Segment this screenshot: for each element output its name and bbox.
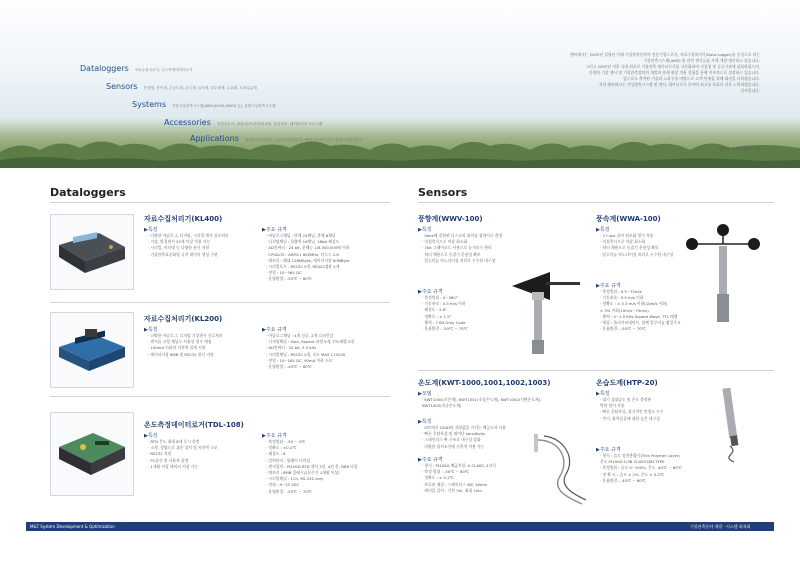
spec-item: · 운용환경 : -50℃ ~ 70℃ <box>422 326 468 332</box>
spec-item: · 아날로그채널 : 단채 24채널, 총채 8채널 <box>266 233 336 238</box>
specs-label: ▶주요 규격 <box>262 433 287 439</box>
product-title-kwt: 온도계(KWT-1000,1001,1002,1003) <box>418 379 551 387</box>
feature-item: · 히터 채용으로 동결기 운용성 확보 <box>422 251 481 257</box>
product-title-wwa100: 풍속계(WWA-100) <box>596 215 661 223</box>
feature-item: 박막 센서 사용 <box>600 403 625 409</box>
features-list <box>600 397 690 422</box>
specs-list <box>422 295 512 332</box>
feature-item: · 기상관측표준화법 규격 데이터 생성 구현 <box>148 251 218 257</box>
datalogger-device-icon <box>55 225 129 279</box>
feature-item: · 데이터저장 8MB 및 RS232 통신 지원 <box>148 351 214 357</box>
feature-item: · RTD 온도 최대 8개 동시 측정 <box>148 439 200 444</box>
feature-item: · 소형, 경량으로 쉬운 설치 및 저전력 소모 <box>148 445 218 451</box>
product-image-kl400 <box>50 214 134 290</box>
features-label: ▶특징 <box>144 433 158 439</box>
spec-item: · 정확도 : ±0.2℃ <box>266 445 297 451</box>
specs-list <box>422 463 532 494</box>
spec-item: · 측정범위 : 0.5~75m/s <box>600 289 642 294</box>
spec-item: · 메모리 : 램대 128MByte, 데이터저장 60MByte <box>266 257 350 263</box>
specs-label: ▶주요 규격 <box>418 289 443 295</box>
menu-desc: 자료수집처리기, 온도측정데이터로거 <box>134 68 193 72</box>
humidity-sensor-image <box>700 384 760 464</box>
feature-item: · 빠른 응답특성 및 뛰어난 sensitivity <box>422 431 486 437</box>
feature-item: · 1개월 이상 데이터 저장 가능 <box>148 463 199 469</box>
feature-item: · RS232 지원 <box>148 451 172 457</box>
spec-item: · 운영환경 : -50℃ ~ 80℃ <box>266 276 312 282</box>
menu-item-accessories <box>164 118 322 127</box>
menu-item-dataloggers <box>80 64 193 73</box>
menu-key: Dataloggers <box>80 64 129 73</box>
spec-item: ± 3% 이하(10m/s~75m/s) <box>600 307 649 313</box>
spec-item: · 전원 : 10~36V DC <box>266 270 302 276</box>
menu-desc: 방재기상관측분야, 농업기상관측분야, 해양기상관측분야, 환경기상관측분야 <box>244 138 363 142</box>
features-label: ▶특징 <box>418 419 432 425</box>
spec-item: · 측정범위 : -50 ~ 0℃ <box>266 439 306 444</box>
company-signature: 엠씨테크 대표이사 드림 <box>718 146 760 151</box>
temperature-probe-image <box>530 430 590 510</box>
spec-item: · 입력단자 : 릴레이 터미널 <box>266 457 310 463</box>
feature-item: · 빠른 응답특성, 장기적인 안정도 우수 <box>600 409 664 415</box>
specs-list <box>600 453 750 484</box>
spec-item: · 보호관 재질 : 스테인리스 6Ø, 16mm <box>422 481 488 487</box>
spec-item: · 기동풍속 : 0.5 m/s 이하 <box>600 295 644 301</box>
spec-item: · 정 확 도 : 습도 ± 2%, 온도 ± 0.2℃ <box>600 471 665 477</box>
spec-item: · AD컨버터 : 24 bit, 3.5 kHz <box>266 345 317 351</box>
model-item: KWT1003(지중온도계) <box>422 403 462 409</box>
spec-item: · 출력 : 7 Bit Gray Code <box>422 319 466 325</box>
product-title-tdl108: 온도측정데이터로거(TDL-108) <box>144 421 244 429</box>
spec-item: · 케이블 길이 : 기본 3m, 최대 10m <box>422 487 482 493</box>
feature-item: · 스테인리스 판 구조로 내구성 강화 <box>422 437 481 443</box>
features-label: ▶특징 <box>596 391 610 397</box>
features-label: ▶특징 <box>418 227 432 233</box>
spec-item: · 측정 범위 : -50℃ ~ 80℃ <box>422 469 470 475</box>
datalogger-device-icon <box>55 425 129 483</box>
spec-item: · 정확도 : ± 1.5° <box>422 313 452 319</box>
specs-label: ▶주요 규격 <box>418 457 443 463</box>
spec-item: · 해상도 : 2.8° <box>422 307 448 313</box>
product-title-wwv100: 풍향계(WWV-100) <box>418 215 483 223</box>
feature-item: · 다양한 설치조건에 신축적 적용 가능 <box>422 443 485 449</box>
feature-item: · 다양한 아날로그, 디지털 기상센서 신호처리 <box>148 333 223 338</box>
spec-item: · 시리얼채널 : RS232 2개, 속도 MAX 115200 <box>266 351 346 357</box>
spec-item: · 운용환경 : -50℃ ~ 70℃ <box>600 326 646 332</box>
spec-item: · 정확도 : ± 0.3 m/s 이하(10m/s 이하) <box>600 301 668 307</box>
spec-item: 온도 Pt100Ω 1/3B CLASS DIN TYPE <box>600 459 665 465</box>
spec-item: · 센서입력 : Pt100Ω RTD 센서 3선, 4선 총, DB6 타입 <box>266 463 358 469</box>
feature-item: · 전기, 화학물질에 대한 높은 내구성 <box>600 415 660 421</box>
specs-label: ▶주요 규격 <box>596 447 621 453</box>
intro-line: 다양한 기상 센서 및 기상관측장치의 개발과 함께 현장 적용 경험을 통해 지속적으로 성장하고 있습니다. <box>589 70 760 75</box>
feature-item: · 100mA 이하의 저전력 설계 지원 <box>148 345 206 351</box>
features-label: ▶특징 <box>596 227 610 233</box>
spec-item: · 형식 : Pt100Ω 백금저항, A CLASS, 4선식 <box>422 463 496 468</box>
section-title-sensors: Sensors <box>418 186 468 199</box>
menu-desc: 풍향계, 풍속계, 온습도계, 온도계, 일사계, 강수량계, 수위계, 토양수분계 <box>143 86 257 90</box>
specs-list <box>266 439 390 495</box>
feature-item: · 0℃에서 100Ω의 저항값을 가지는 백금소자 사용 <box>422 425 506 430</box>
spec-item: · 정확도 : ± 0.2℃ <box>422 475 454 481</box>
feature-item: · 시리얼, 이더넷 등 다양한 통신 지원 <box>148 245 210 251</box>
features-list <box>600 233 690 258</box>
menu-desc: 자동기상관측시스템(AWS,AGOS,AMOS 등), 통합기상관측시스템 <box>172 104 276 108</box>
intro-line: 앞으로도 축적된 기술과 노하우를 바탕으로 고객 만족을 위해 최선을 다하겠습니다. <box>623 76 760 81</box>
feature-item: · 기상, 환경센서 20개 이상 적용 가능 <box>148 239 211 245</box>
features-list <box>148 233 256 258</box>
spec-item: · 측정범위 : 습도 0~100%, 온도 -40℃ ~ 60℃ <box>600 465 682 471</box>
menu-key: Applications <box>190 134 239 143</box>
features-list <box>148 333 256 358</box>
feature-item: · PC통신 및 사용자 설정 <box>148 457 189 463</box>
footer-text-right: 기상관측분야 개발 · 시스템 최적화 <box>690 524 751 529</box>
feature-item: · 비접촉식으로 마찰 최소화 <box>422 239 468 245</box>
features-label: ▶특징 <box>144 327 158 333</box>
feature-item: · 7bit 그레이코드 사용으로 유지보수 편리 <box>422 245 492 251</box>
spec-item: · 운영환경 : -50℃ ~ 70℃ <box>266 488 312 494</box>
models-label: ▶모델 <box>418 391 432 397</box>
feature-item: · 히터 채용으로 동결기 운용성 확보 <box>600 245 659 251</box>
models-list <box>422 397 572 409</box>
spec-item: · 디지털채널 : Sine, Square 파형 5개, TTL레벨 2개 <box>266 339 354 345</box>
product-title-kl200: 자료수집처리기(KL200) <box>144 315 223 323</box>
product-divider <box>418 370 774 371</box>
spec-item: · 재질 : 폴리카보네이트, 함께 알루미늄 찢일주요 <box>600 320 681 326</box>
spec-item: · 메모리 : 8MB 플래시(1분주기 1개월 이상) <box>266 470 340 476</box>
spec-item: · 형식 : 습도 정전용량식(Thin Polymer Layer) <box>600 453 680 458</box>
features-list <box>422 425 532 450</box>
specs-list <box>600 289 720 332</box>
menu-key: Accessories <box>164 118 211 127</box>
spec-item: · 운영환경 : -40℃ ~ 80℃ <box>266 364 312 370</box>
specs-label: ▶주요 규격 <box>262 327 287 333</box>
spec-item: · 운용환경 : -40℃ ~ 60℃ <box>600 477 646 483</box>
spec-item: · 아날로그채널 : 4개 싱글, 2개 디퍼런셜 <box>266 333 334 338</box>
feature-item: · 대기 상대습도 및 온도 측정용 <box>600 397 652 402</box>
wind-vane-image <box>506 222 580 356</box>
intro-line: 기상관측시스템(AWS) 및 관련 센서류를 자체 개발·생산하고 있습니다. <box>643 58 760 63</box>
spec-item: · 기동풍속 : 0.5 m/s 이하 <box>422 301 466 307</box>
product-image-kl200 <box>50 312 134 388</box>
product-title-kl400: 자료수집처리기(KL400) <box>144 215 223 223</box>
intro-line: 엠씨테크는 2003년 설립된 이래 기상관측분야의 전문기업으로서, 자료수집처리기(Data Logger)를 중심으로 하는 <box>570 52 760 57</box>
intro-line: 그리고 2007년 이후 국내 최초로 기상관측 데이터로거를 국산화하여 기상청 및 공공기관에 납품하였으며, <box>585 64 760 69</box>
menu-item-systems <box>132 100 276 109</box>
specs-list <box>266 333 390 370</box>
feature-item: · 알루미늄 아노다이징 처리로 우수한 내구성 <box>600 251 674 257</box>
datalogger-device-icon <box>55 323 129 377</box>
feature-item: · 센서를 고정 채널로 사용할 경우 매칭 <box>148 339 212 345</box>
spec-item: · AD컨버터 : 24 bit, 분해능 1/8,000,000배 이하 <box>266 245 350 251</box>
specs-label: ▶주요 규격 <box>596 283 621 289</box>
section-divider <box>50 202 390 203</box>
spec-item: · 시리얼포트 : RS232 5개, RS422겸용 2개 <box>266 264 340 270</box>
company-intro <box>510 52 760 94</box>
feature-item: · 3 Cups 끝이 원초화 형식 적용 <box>600 233 654 238</box>
specs-list <box>266 233 390 283</box>
product-divider <box>50 302 390 303</box>
menu-key: Sensors <box>106 82 138 91</box>
menu-key: Systems <box>132 100 166 109</box>
spec-item: · 측정범위 : 0~360° <box>422 295 458 300</box>
section-title-dataloggers: Dataloggers <box>50 186 126 199</box>
menu-desc: 전원공급기, 타워/암/브라켓/피뢰침, 통신장치, 데이터처리 프로그램 <box>216 122 323 126</box>
spec-item: · 디지털채널 : 입출력 16채널, 16bit 해상도 <box>266 239 340 245</box>
spec-item: · CPU&OS : ARM11 600MHz, 리눅스 2.6 <box>266 251 339 257</box>
product-image-tdl108 <box>50 412 134 496</box>
feature-item: · 다양한 아날로그, 디지털, 시리얼 센서 신호처리 <box>148 233 229 238</box>
specs-label: ▶주요 규격 <box>262 227 287 233</box>
product-divider <box>50 396 390 397</box>
features-label: ▶특징 <box>144 227 158 233</box>
features-list <box>148 439 256 470</box>
treeline-illustration <box>0 132 800 168</box>
menu-item-sensors <box>106 82 257 91</box>
feature-item: · 알루미늄 아노다이징 처리로 우수한 내구성 <box>422 257 496 263</box>
feature-item: · 비접촉식으로 마찰 최소화 <box>600 239 646 245</box>
spec-item: · 출력 : 0~1.5 KHz Square Wave, TTL 레벨 <box>600 313 678 319</box>
spec-item: · 시리얼채널 : 1Ch, RS-232 only <box>266 476 324 482</box>
section-divider <box>418 202 774 203</box>
footer-text-left: M&T System Development & Optimization <box>30 524 115 529</box>
spec-item: · 전원 : 10~16V DC, 90mA 이하 소모 <box>266 357 333 363</box>
menu-item-applications <box>190 134 363 143</box>
product-title-htp20: 온습도계(HTP-20) <box>596 379 658 387</box>
spec-item: · 전원 : 9~15 VDC <box>266 482 300 488</box>
intro-line: 저희 엠씨테크는 기상관측시스템 및 센서, 데이터로거 분야의 최고를 목표로 더욱 노력하겠습니다. <box>598 82 760 87</box>
model-item: · KWT1000(기온계), KWT1001(초상온도계), KWT1002(지면온도계), <box>422 397 542 402</box>
spec-item: · 해상도 : 8 <box>266 451 286 457</box>
intro-line: 감사합니다. <box>740 88 760 93</box>
feature-item: · Vane에 결합된 디스크의 위치를 광센서로 측정 <box>422 233 503 238</box>
